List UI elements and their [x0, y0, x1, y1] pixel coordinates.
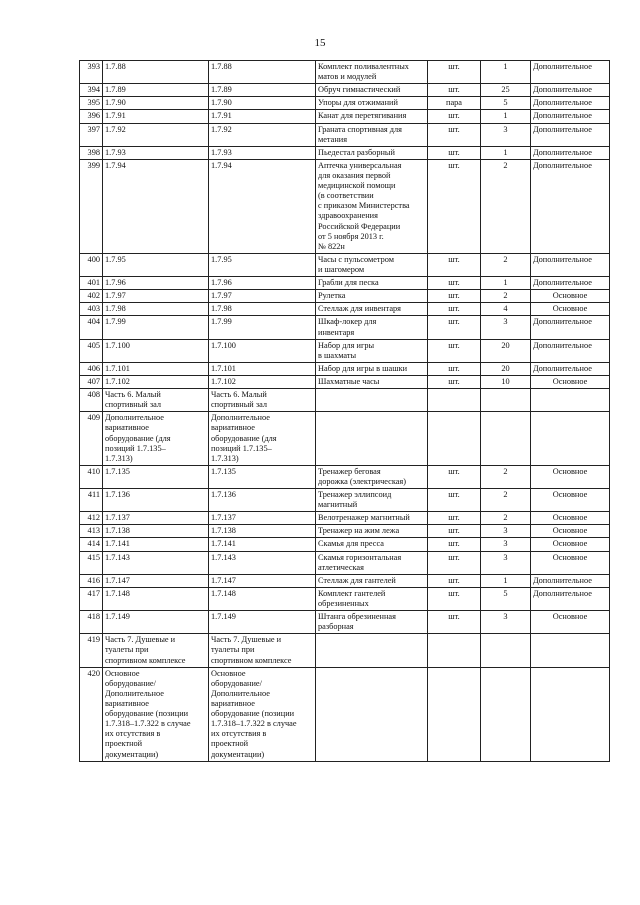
table-row [80, 97, 610, 110]
row-number: 420 [80, 667, 103, 761]
equipment-name: Тренажер беговая дорожка (электрическая) [316, 465, 428, 488]
row-number: 419 [80, 634, 103, 667]
row-number: 394 [80, 84, 103, 97]
unit-of-measure: шт. [428, 110, 481, 123]
equipment-code: 1.7.98 [209, 303, 316, 316]
table-row [80, 362, 610, 375]
page-number: 15 [314, 37, 326, 49]
quantity: 2 [481, 290, 531, 303]
equipment-type: Дополнительное [531, 97, 610, 110]
position-code: Часть 7. Душевые и туалеты при спортивном комплексе [103, 634, 209, 667]
unit-of-measure: шт. [428, 290, 481, 303]
row-number: 393 [80, 61, 103, 84]
position-code: 1.7.102 [103, 375, 209, 388]
unit-of-measure [428, 667, 481, 761]
table-row [80, 634, 610, 667]
equipment-name: Часы с пульсометром и шагомером [316, 253, 428, 276]
table-row [80, 525, 610, 538]
table-row [80, 412, 610, 466]
row-number: 407 [80, 375, 103, 388]
equipment-name [316, 412, 428, 466]
quantity: 3 [481, 316, 531, 339]
unit-of-measure: шт. [428, 489, 481, 512]
position-code: 1.7.100 [103, 339, 209, 362]
equipment-name: Скамья для пресса [316, 538, 428, 551]
row-number: 408 [80, 389, 103, 412]
unit-of-measure: пара [428, 97, 481, 110]
quantity: 3 [481, 611, 531, 634]
quantity: 20 [481, 362, 531, 375]
row-number: 402 [80, 290, 103, 303]
quantity: 2 [481, 253, 531, 276]
table-row [80, 375, 610, 388]
quantity: 2 [481, 465, 531, 488]
equipment-type: Основное [531, 290, 610, 303]
quantity: 2 [481, 489, 531, 512]
table-row [80, 339, 610, 362]
position-code: 1.7.97 [103, 290, 209, 303]
equipment-code: 1.7.89 [209, 84, 316, 97]
equipment-type: Основное [531, 303, 610, 316]
row-number: 409 [80, 412, 103, 466]
equipment-code: Часть 6. Малый спортивный зал [209, 389, 316, 412]
equipment-type: Дополнительное [531, 123, 610, 146]
quantity [481, 634, 531, 667]
position-code: 1.7.101 [103, 362, 209, 375]
equipment-type [531, 389, 610, 412]
table-row [80, 110, 610, 123]
row-number: 404 [80, 316, 103, 339]
equipment-type: Основное [531, 538, 610, 551]
position-code: 1.7.91 [103, 110, 209, 123]
row-number: 399 [80, 159, 103, 253]
row-number: 417 [80, 587, 103, 610]
equipment-code: Часть 7. Душевые и туалеты при спортивном комплексе [209, 634, 316, 667]
equipment-type: Дополнительное [531, 110, 610, 123]
position-code: 1.7.141 [103, 538, 209, 551]
position-code: 1.7.98 [103, 303, 209, 316]
unit-of-measure [428, 634, 481, 667]
table-row [80, 465, 610, 488]
quantity: 5 [481, 587, 531, 610]
unit-of-measure: шт. [428, 465, 481, 488]
position-code: 1.7.93 [103, 146, 209, 159]
equipment-type: Основное [531, 512, 610, 525]
table-row [80, 303, 610, 316]
row-number: 397 [80, 123, 103, 146]
equipment-code: 1.7.102 [209, 375, 316, 388]
equipment-code: 1.7.100 [209, 339, 316, 362]
quantity: 3 [481, 123, 531, 146]
equipment-code: 1.7.90 [209, 97, 316, 110]
quantity: 1 [481, 146, 531, 159]
table-row [80, 253, 610, 276]
quantity: 3 [481, 538, 531, 551]
equipment-type: Дополнительное [531, 253, 610, 276]
table-row [80, 290, 610, 303]
equipment-type: Дополнительное [531, 61, 610, 84]
row-number: 406 [80, 362, 103, 375]
unit-of-measure: шт. [428, 574, 481, 587]
equipment-code: 1.7.148 [209, 587, 316, 610]
equipment-code: 1.7.92 [209, 123, 316, 146]
row-number: 398 [80, 146, 103, 159]
unit-of-measure: шт. [428, 316, 481, 339]
equipment-name: Комплект поливалентных матов и модулей [316, 61, 428, 84]
equipment-type: Дополнительное [531, 84, 610, 97]
unit-of-measure [428, 412, 481, 466]
quantity: 10 [481, 375, 531, 388]
quantity [481, 412, 531, 466]
quantity: 2 [481, 512, 531, 525]
table-row [80, 574, 610, 587]
equipment-code: 1.7.93 [209, 146, 316, 159]
equipment-name: Велотренажер магнитный [316, 512, 428, 525]
unit-of-measure: шт. [428, 587, 481, 610]
table-row [80, 667, 610, 761]
equipment-type: Дополнительное [531, 316, 610, 339]
unit-of-measure: шт. [428, 339, 481, 362]
unit-of-measure: шт. [428, 146, 481, 159]
table-row [80, 512, 610, 525]
table-row [80, 551, 610, 574]
equipment-name: Набор для игры в шашки [316, 362, 428, 375]
table-row [80, 611, 610, 634]
equipment-code: 1.7.94 [209, 159, 316, 253]
equipment-code: 1.7.101 [209, 362, 316, 375]
equipment-type: Дополнительное [531, 277, 610, 290]
equipment-type: Дополнительное [531, 339, 610, 362]
row-number: 415 [80, 551, 103, 574]
position-code: 1.7.137 [103, 512, 209, 525]
position-code: Дополнительное вариативное оборудование (для позиций 1.7.135– 1.7.313) [103, 412, 209, 466]
equipment-code: 1.7.136 [209, 489, 316, 512]
table-row [80, 277, 610, 290]
position-code: 1.7.148 [103, 587, 209, 610]
equipment-name [316, 667, 428, 761]
position-code: Основное оборудование/ Дополнительное вариативное оборудование (позиции 1.7.318–1.7.322 в случае их отсутствия в проектной документации) [103, 667, 209, 761]
equipment-type [531, 412, 610, 466]
unit-of-measure: шт. [428, 551, 481, 574]
equipment-type: Дополнительное [531, 146, 610, 159]
row-number: 411 [80, 489, 103, 512]
table-row [80, 316, 610, 339]
equipment-code: 1.7.96 [209, 277, 316, 290]
row-number: 413 [80, 525, 103, 538]
position-code: 1.7.89 [103, 84, 209, 97]
equipment-code: 1.7.143 [209, 551, 316, 574]
equipment-code: 1.7.149 [209, 611, 316, 634]
position-code: 1.7.135 [103, 465, 209, 488]
position-code: 1.7.92 [103, 123, 209, 146]
equipment-type: Основное [531, 489, 610, 512]
quantity [481, 667, 531, 761]
equipment-table [79, 60, 610, 762]
table-row [80, 123, 610, 146]
equipment-name: Упоры для отжиманий [316, 97, 428, 110]
quantity: 1 [481, 61, 531, 84]
equipment-name: Грабли для песка [316, 277, 428, 290]
table-row [80, 61, 610, 84]
row-number: 418 [80, 611, 103, 634]
equipment-type [531, 667, 610, 761]
equipment-name: Комплект гантелей обрезиненных [316, 587, 428, 610]
equipment-code: 1.7.99 [209, 316, 316, 339]
position-code: 1.7.90 [103, 97, 209, 110]
quantity: 1 [481, 574, 531, 587]
equipment-code: 1.7.91 [209, 110, 316, 123]
table-row [80, 159, 610, 253]
unit-of-measure: шт. [428, 277, 481, 290]
equipment-code: 1.7.141 [209, 538, 316, 551]
equipment-name: Рулетка [316, 290, 428, 303]
unit-of-measure: шт. [428, 84, 481, 97]
equipment-type [531, 634, 610, 667]
quantity [481, 389, 531, 412]
equipment-name: Шкаф-локер для инвентаря [316, 316, 428, 339]
equipment-name: Скамья горизонтальная атлетическая [316, 551, 428, 574]
equipment-code: 1.7.88 [209, 61, 316, 84]
position-code: 1.7.138 [103, 525, 209, 538]
equipment-type: Дополнительное [531, 159, 610, 253]
quantity: 5 [481, 97, 531, 110]
table-row [80, 587, 610, 610]
position-code: Часть 6. Малый спортивный зал [103, 389, 209, 412]
row-number: 405 [80, 339, 103, 362]
unit-of-measure: шт. [428, 123, 481, 146]
equipment-name: Стеллаж для гантелей [316, 574, 428, 587]
unit-of-measure: шт. [428, 375, 481, 388]
unit-of-measure: шт. [428, 362, 481, 375]
equipment-type: Основное [531, 375, 610, 388]
quantity: 3 [481, 525, 531, 538]
equipment-name: Аптечка универсальная для оказания первой медицинской помощи (в соответствии с приказом Министерства здравоохранения Российской Федерации от 5 ноября 2013 г. № 822н [316, 159, 428, 253]
equipment-type: Основное [531, 611, 610, 634]
equipment-code: 1.7.135 [209, 465, 316, 488]
equipment-type: Основное [531, 465, 610, 488]
row-number: 400 [80, 253, 103, 276]
equipment-name [316, 389, 428, 412]
row-number: 412 [80, 512, 103, 525]
table-row [80, 146, 610, 159]
quantity: 2 [481, 159, 531, 253]
equipment-type: Дополнительное [531, 574, 610, 587]
position-code: 1.7.147 [103, 574, 209, 587]
table-row [80, 489, 610, 512]
equipment-name: Тренажер эллипсоид магнитный [316, 489, 428, 512]
position-code: 1.7.95 [103, 253, 209, 276]
equipment-code: Основное оборудование/ Дополнительное вариативное оборудование (позиции 1.7.318–1.7.322 в случае их отсутствия в проектной документации) [209, 667, 316, 761]
position-code: 1.7.99 [103, 316, 209, 339]
equipment-type: Дополнительное [531, 362, 610, 375]
equipment-name: Шахматные часы [316, 375, 428, 388]
quantity: 3 [481, 551, 531, 574]
quantity: 1 [481, 110, 531, 123]
row-number: 416 [80, 574, 103, 587]
unit-of-measure [428, 389, 481, 412]
quantity: 20 [481, 339, 531, 362]
equipment-type: Дополнительное [531, 587, 610, 610]
equipment-type: Основное [531, 525, 610, 538]
table-row [80, 538, 610, 551]
equipment-code: 1.7.138 [209, 525, 316, 538]
unit-of-measure: шт. [428, 61, 481, 84]
equipment-name: Стеллаж для инвентаря [316, 303, 428, 316]
unit-of-measure: шт. [428, 303, 481, 316]
equipment-name: Набор для игры в шахматы [316, 339, 428, 362]
equipment-code: 1.7.95 [209, 253, 316, 276]
equipment-code: 1.7.147 [209, 574, 316, 587]
equipment-code: 1.7.97 [209, 290, 316, 303]
row-number: 401 [80, 277, 103, 290]
row-number: 403 [80, 303, 103, 316]
row-number: 395 [80, 97, 103, 110]
table-row [80, 389, 610, 412]
position-code: 1.7.136 [103, 489, 209, 512]
position-code: 1.7.149 [103, 611, 209, 634]
equipment-name [316, 634, 428, 667]
equipment-name: Пьедестал разборный [316, 146, 428, 159]
position-code: 1.7.88 [103, 61, 209, 84]
position-code: 1.7.94 [103, 159, 209, 253]
unit-of-measure: шт. [428, 512, 481, 525]
equipment-code: 1.7.137 [209, 512, 316, 525]
table-row [80, 84, 610, 97]
unit-of-measure: шт. [428, 253, 481, 276]
row-number: 414 [80, 538, 103, 551]
equipment-name: Граната спортивная для метания [316, 123, 428, 146]
unit-of-measure: шт. [428, 525, 481, 538]
row-number: 396 [80, 110, 103, 123]
equipment-name: Штанга обрезиненная разборная [316, 611, 428, 634]
position-code: 1.7.143 [103, 551, 209, 574]
quantity: 4 [481, 303, 531, 316]
equipment-code: Дополнительное вариативное оборудование (для позиций 1.7.135– 1.7.313) [209, 412, 316, 466]
equipment-name: Канат для перетягивания [316, 110, 428, 123]
unit-of-measure: шт. [428, 611, 481, 634]
row-number: 410 [80, 465, 103, 488]
quantity: 25 [481, 84, 531, 97]
equipment-name: Тренажер на жим лежа [316, 525, 428, 538]
unit-of-measure: шт. [428, 159, 481, 253]
quantity: 1 [481, 277, 531, 290]
unit-of-measure: шт. [428, 538, 481, 551]
position-code: 1.7.96 [103, 277, 209, 290]
equipment-type: Основное [531, 551, 610, 574]
equipment-name: Обруч гимнастический [316, 84, 428, 97]
